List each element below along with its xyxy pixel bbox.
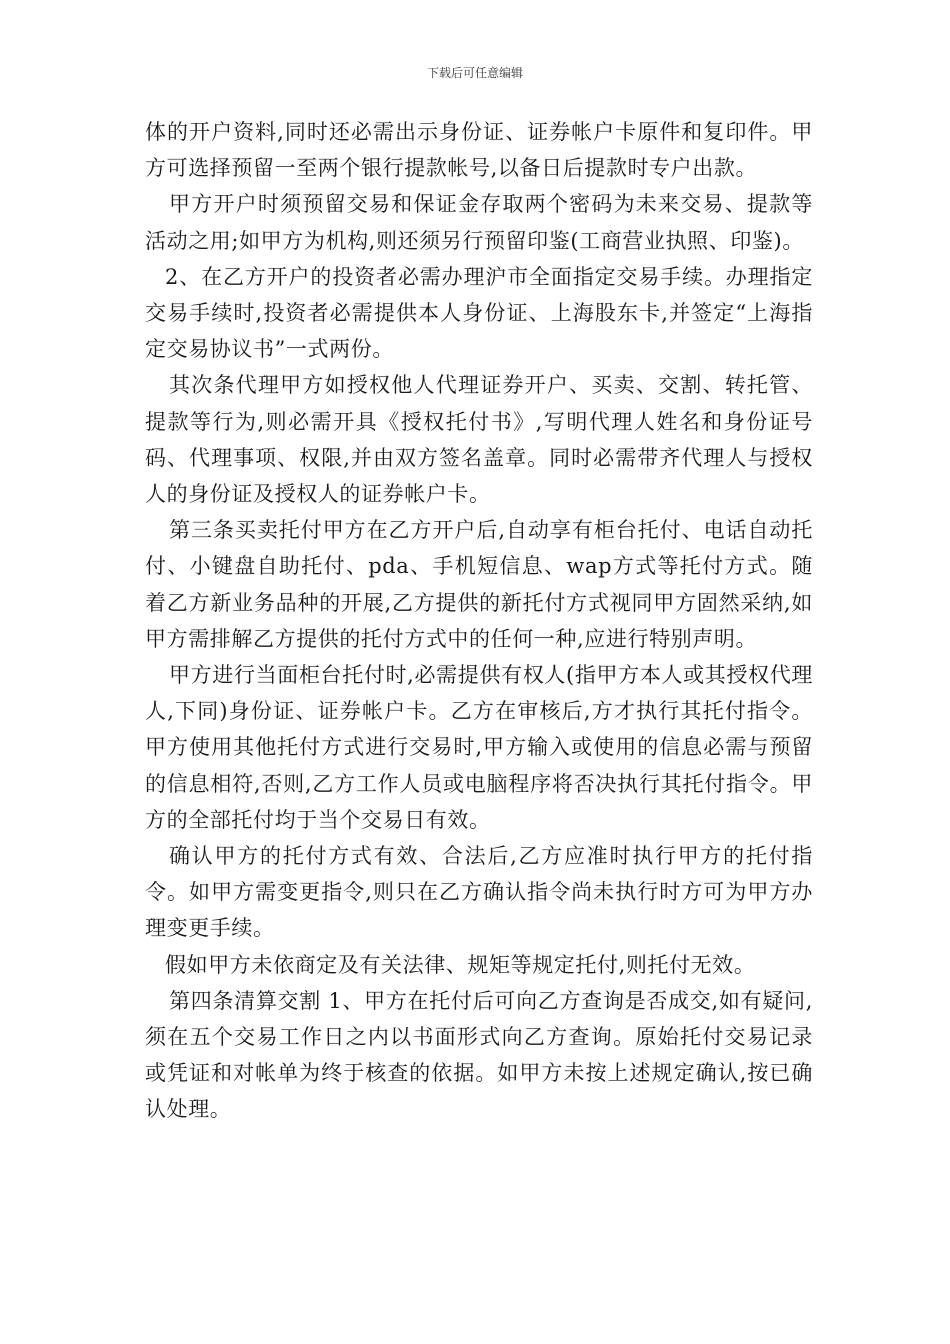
page-header: 下载后可任意编辑: [426, 66, 523, 80]
document-body: [145, 114, 813, 1128]
paragraph: 甲方开户时须预留交易和保证金存取两个密码为未来交易、提款等活动之用;如甲方为机构,则还须另行预留印鉴(工商营业执照、印鉴)。: [145, 192, 813, 253]
paragraph: 假如甲方未依商定及有关法律、规矩等规定托付,则托付无效。: [165, 952, 756, 977]
paragraph: 2、在乙方开户的投资者必需办理沪市全面指定交易手续。办理指定交易手续时,投资者必需提供本人身份证、上海股东卡,并签定“上海指定交易协议书”一式两份。: [145, 264, 813, 362]
paragraph: 确认甲方的托付方式有效、合法后,乙方应准时执行甲方的托付指令。如甲方需变更指令,则只在乙方确认指令尚未执行时方可为甲方办理变更手续。: [145, 844, 813, 941]
paragraph: 甲方进行当面柜台托付时,必需提供有权人(指甲方本人或其授权代理人,下同)身份证、证券帐户卡。乙方在审核后,方才执行其托付指令。甲方使用其他托付方式进行交易时,甲方输入或使用的信息必需与预留的信息相符,否则,乙方工作人员或电脑程序将否决执行其托付指令。甲方的全部托付均于当个交易日有效。: [145, 663, 813, 832]
paragraph: 其次条代理甲方如授权他人代理证券开户、买卖、交割、转托管、提款等行为,则必需开具《授权托付书》,写明代理人姓名和身份证号码、代理事项、权限,并由双方签名盖章。同时必需带齐代理人与授权人的身份证及授权人的证券帐户卡。: [145, 373, 813, 507]
paragraph: 体的开户资料,同时还必需出示身份证、证券帐户卡原件和复印件。甲方可选择预留一至两个银行提款帐号,以备日后提款时专户出款。: [145, 120, 813, 181]
paragraph: 第四条清算交割 1、甲方在托付后可向乙方查询是否成交,如有疑问,须在五个交易工作日之内以书面形式向乙方查询。原始托付交易记录或凭证和对帐单为终于核查的依据。如甲方未按上述规定确认,按已确认处理。: [145, 988, 813, 1122]
paragraph: 第三条买卖托付甲方在乙方开户后,自动享有柜台托付、电话自动托付、小键盘自助托付、pda、手机短信息、wap方式等托付方式。随着乙方新业务品种的开展,乙方提供的新托付方式视同甲方固然采纳,如甲方需排解乙方提供的托付方式中的任何一种,应进行特别声明。: [145, 518, 813, 651]
